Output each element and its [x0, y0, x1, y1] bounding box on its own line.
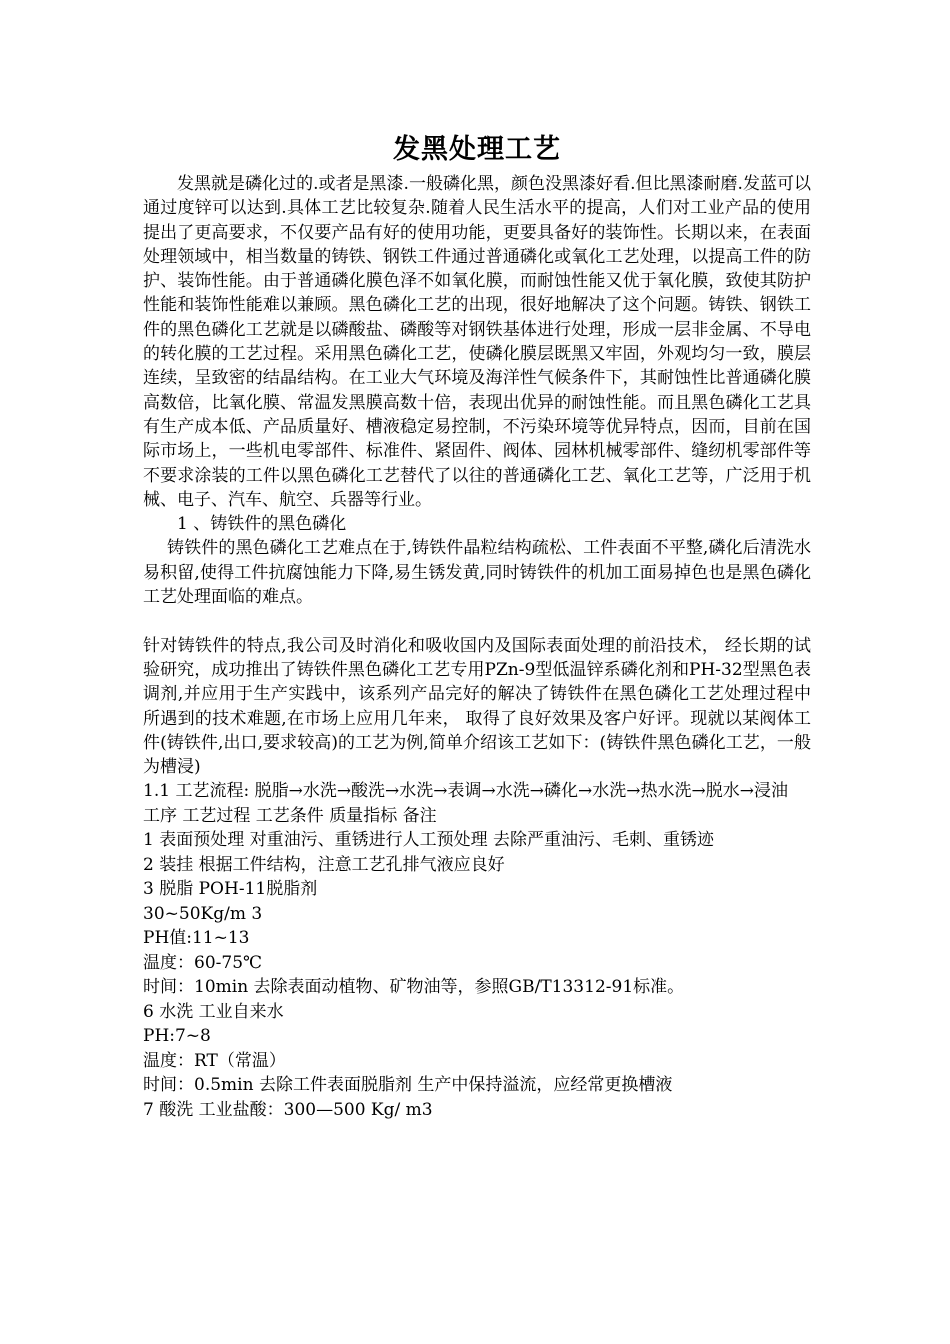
process-table — [143, 804, 811, 1123]
table-line: 3 脱脂 POH-11脱脂剂 — [143, 879, 318, 900]
table-line: 2 装挂 根据工件结构，注意工艺孔排气液应良好 — [143, 854, 505, 875]
document-title: 发黑处理工艺 — [393, 134, 561, 165]
intro-paragraph: 发黑就是磷化过的.或者是黑漆.一般磷化黑，颜色没黑漆好看.但比黑漆耐磨.发蓝可以通过度锌可以达到.具体工艺比较复杂.随着人民生活水平的提高，人们对工业产品的使用提出了更高要求，不仅要产品有好的使用功能，更要具备好的装饰性。长期以来，在表面处理领域中，相当数量的铸铁、钢铁工件通过普通磷化或氧化工艺处理，以提高工件的防护、装饰性能。由于普通磷化膜色泽不如氧化膜，而耐蚀性能又优于氧化膜，致使其防护性能和装饰性能难以兼顾。黑色磷化工艺的出现，很好地解决了这个问题。铸铁、钢铁工件的黑色磷化工艺就是以磷酸盐、磷酸等对钢铁基体进行处理，形成一层非金属、不导电的转化膜的工艺过程。采用黑色磷化工艺，使磷化膜层既黑又牢固，外观均匀一致，膜层连续，呈致密的结晶结构。在工业大气环境及海洋性气候条件下，其耐蚀性比普通磷化膜高数倍，比氧化膜、常温发黑膜高数十倍，表现出优异的耐蚀性能。而且黑色磷化工艺具有生产成本低、产品质量好、槽液稳定易控制，不污染环境等优异特点，因而，目前在国际市场上，一些机电零部件、标准件、紧固件、阀体、园林机械零部件、缝纫机零部件等不要求涂装的工件以黑色磷化工艺替代了以往的普通磷化工艺、氧化工艺等，广泛用于机械、电子、汽车、航空、兵器等行业。 — [143, 174, 811, 510]
table-line: PH值:11~13 — [143, 928, 250, 949]
table-line: 6 水洗 工业自来水 — [143, 1001, 284, 1022]
table-line: 30~50Kg/m 3 — [143, 903, 263, 924]
blank-line — [143, 609, 811, 633]
table-line: 温度：RT（常温） — [143, 1050, 286, 1071]
process-flow: 1.1 工艺流程: 脱脂→水洗→酸洗→水洗→表调→水洗→磷化→水洗→热水洗→脱水→浸油 — [143, 781, 789, 802]
section2-paragraph: 针对铸铁件的特点,我公司及时消化和吸收国内及国际表面处理的前沿技术， 经长期的试验研究，成功推出了铸铁件黑色磷化工艺专用PZn-9型低温锌系磷化剂和PH-32型黑色表调剂,并应用于生产实践中，该系列产品完好的解决了铸铁件在黑色磷化工艺处理过程中所遇到的技术难题,在市场上应用几年来， 取得了良好效果及客户好评。现就以某阀体工件(铸铁件,出口,要求较高)的工艺为例,简单介绍该工艺如下：(铸铁件黑色磷化工艺，一般为槽浸) — [143, 635, 811, 778]
table-line: 时间：10min 去除表面动植物、矿物油等，参照GB/T13312-91标准。 — [143, 977, 685, 998]
section1-paragraph: 铸铁件的黑色磷化工艺难点在于,铸铁件晶粒结构疏松、工件表面不平整,磷化后清洗水易积留,使得工件抗腐蚀能力下降,易生锈发黄,同时铸铁件的机加工面易掉色也是黑色磷化工艺处理面临的难点。 — [143, 538, 811, 608]
table-line: 工序 工艺过程 工艺条件 质量指标 备注 — [143, 805, 437, 826]
table-line: 7 酸洗 工业盐酸：300—500 Kg/ m3 — [143, 1099, 433, 1120]
section1-heading: 1 、铸铁件的黑色磷化 — [177, 514, 347, 535]
table-line: 时间：0.5min 去除工件表面脱脂剂 生产中保持溢流，应经常更换槽液 — [143, 1075, 673, 1096]
table-line: PH:7~8 — [143, 1026, 211, 1047]
table-line: 温度：60-75℃ — [143, 952, 263, 973]
document-page — [143, 128, 811, 1122]
table-line: 1 表面预处理 对重油污、重锈进行人工预处理 去除严重油污、毛刺、重锈迹 — [143, 830, 715, 851]
